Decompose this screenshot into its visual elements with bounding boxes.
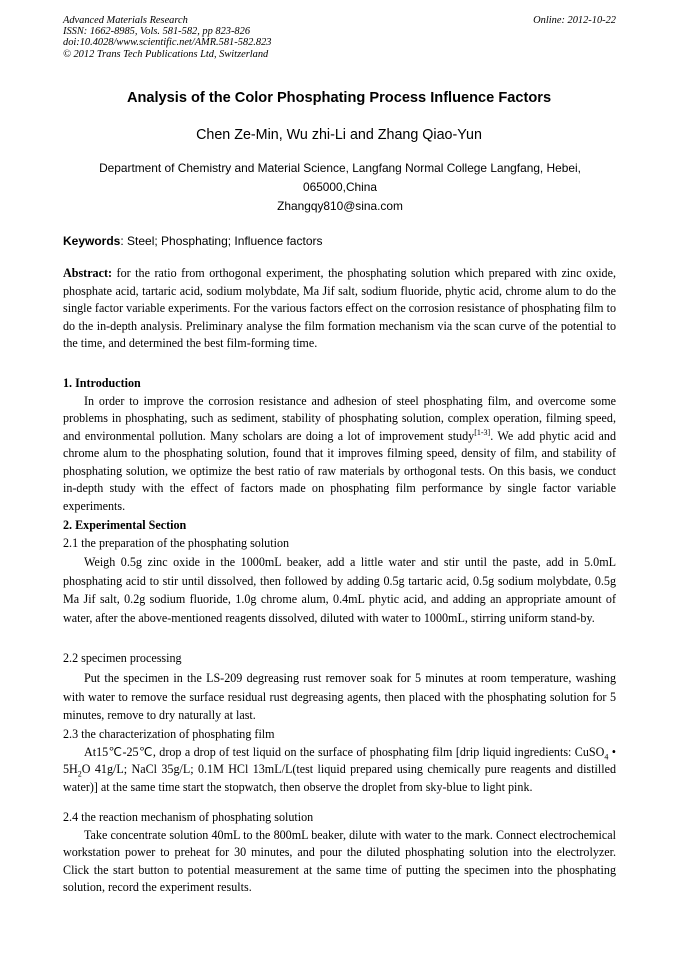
paper-title: Analysis of the Color Phosphating Process Influence Factors	[126, 90, 552, 106]
paper-authors: Chen Ze-Min, Wu zhi-Li and Zhang Qiao-Yun	[196, 127, 482, 143]
subsection-2-4-block	[63, 809, 616, 897]
affiliation-line-1: Department of Chemistry and Material Science, Langfang Normal College Langfang, Hebei,	[99, 161, 581, 175]
paragraph-2-2: Put the specimen in the LS-209 degreasing rust remover soak for 5 minutes at room temperature, washing with water to remove the surface residual rust degreasing agents, then placed with the phosphating solution for 5 minutes, remove to dry naturally at last.	[63, 671, 616, 722]
subsection-2-3-block	[63, 726, 616, 796]
p23-subscript-4: 4	[604, 751, 609, 761]
author-email: Zhangqy810@sina.com	[277, 199, 403, 213]
issn-line: ISSN: 1662-8985, Vols. 581-582, pp 823-826	[63, 26, 251, 38]
keywords	[63, 234, 322, 248]
abstract-block	[63, 265, 616, 353]
introduction-section	[63, 375, 616, 515]
section-heading-introduction: 1. Introduction	[63, 376, 141, 390]
journal-name: Advanced Materials Research	[63, 15, 188, 26]
p23-subscript-2: 2	[77, 769, 82, 779]
introduction-paragraph	[63, 393, 616, 516]
paragraph-2-2-block	[63, 669, 616, 725]
doi-line: doi:10.4028/www.scientific.net/AMR.581-582.823	[63, 37, 272, 49]
p23-text-c: O 41g/L; NaCl 35g/L; 0.1M HCl 13mL/L(test liquid prepared using chemically pure reagents and distilled water)] at the same time start the stopwatch, then observe the droplet from sky-blue to light pink.	[63, 762, 616, 794]
subsection-2-2-block	[63, 650, 616, 668]
intro-text-b: . We add phytic acid and chrome alum to the phosphating solution, found that it improves filming speed, density of film, and stability of phosphating solution, we optimize the best ratio of raw materials by orthogonal tests. On this basis, we conduct in-depth study with the effect of factors made on phosphating film performance by single factor variable experiments.	[63, 428, 616, 513]
affiliation	[80, 159, 600, 216]
keywords-text: : Steel; Phosphating; Influence factors	[120, 234, 323, 248]
paragraph-2-1: Weigh 0.5g zinc oxide in the 1000mL beaker, add a little water and stir until the paste, add in 5.0mL phosphating acid to stir until dissolved, then followed by adding 0.5g tartaric acid, 0.5g sodium molybdate, 0.5g Ma Jif salt, 0.2g sodium fluoride, 1.0g chrome alum, 0.4mL phytic acid, and adding an appropriate amount of water, after the above-mentioned reagents dissolved, diluted with water to 1000mL, stirring uniform stand-by.	[63, 555, 616, 625]
paragraph-2-1-block	[63, 553, 616, 627]
affiliation-line-2: 065000,China	[302, 180, 378, 194]
subsection-2-2: 2.2 specimen processing	[63, 651, 182, 665]
experimental-section	[63, 517, 616, 552]
intro-text-a: In order to improve the corrosion resistance and adhesion of steel phosphating film, and overcome some problems in phosphating, such as sediment, stability of phosphating solution, complex operation, filming speed, and environmental pollution. Many scholars are doing a lot of improvement study	[63, 393, 616, 443]
subsection-2-4: 2.4 the reaction mechanism of phosphating solution	[63, 810, 314, 824]
online-date: Online: 2012-10-22	[533, 15, 616, 26]
keywords-label: Keywords	[63, 234, 121, 248]
p23-text-b: • 5H	[63, 744, 616, 776]
citation-ref: [1-3]	[474, 427, 491, 437]
abstract-text: for the ratio from orthogonal experiment, the phosphating solution which prepared with zinc oxide, phosphate acid, tartaric acid, sodium molybdate, Ma Jif salt, sodium fluoride, phytic acid, chrome alum to do the single factor variable experiments. For the various factors effect on the corrosion resistance of phosphating film to do the in-depth analysis. Preliminary analyse the film formation mechanism via the scan curve of the potential to the time, and determined the best film-forming time.	[63, 266, 616, 350]
abstract-paragraph	[63, 265, 616, 353]
paragraph-2-3	[63, 744, 616, 797]
subsection-2-1: 2.1 the preparation of the phosphating solution	[63, 535, 290, 550]
section-heading-experimental: 2. Experimental Section	[63, 518, 187, 532]
copyright-line: © 2012 Trans Tech Publications Ltd, Switzerland	[63, 48, 269, 60]
journal-header	[63, 15, 616, 60]
abstract-label: Abstract:	[63, 266, 113, 280]
p23-text-a: At15℃-25℃, drop a drop of test liquid on the surface of phosphating film [drip liquid ingredients: CuSO	[84, 744, 605, 759]
subsection-2-3: 2.3 the characterization of phosphating film	[63, 727, 275, 741]
paragraph-2-4: Take concentrate solution 40mL to the 800mL beaker, dilute with water to the mark. Connect electrochemical workstation power to preheat for 30 minutes, and pour the diluted phosphating solution into the electrolyzer. Click the start button to potential measurement at the same time of putting the specimen into the phosphating solution, record the experiment results.	[63, 827, 616, 894]
